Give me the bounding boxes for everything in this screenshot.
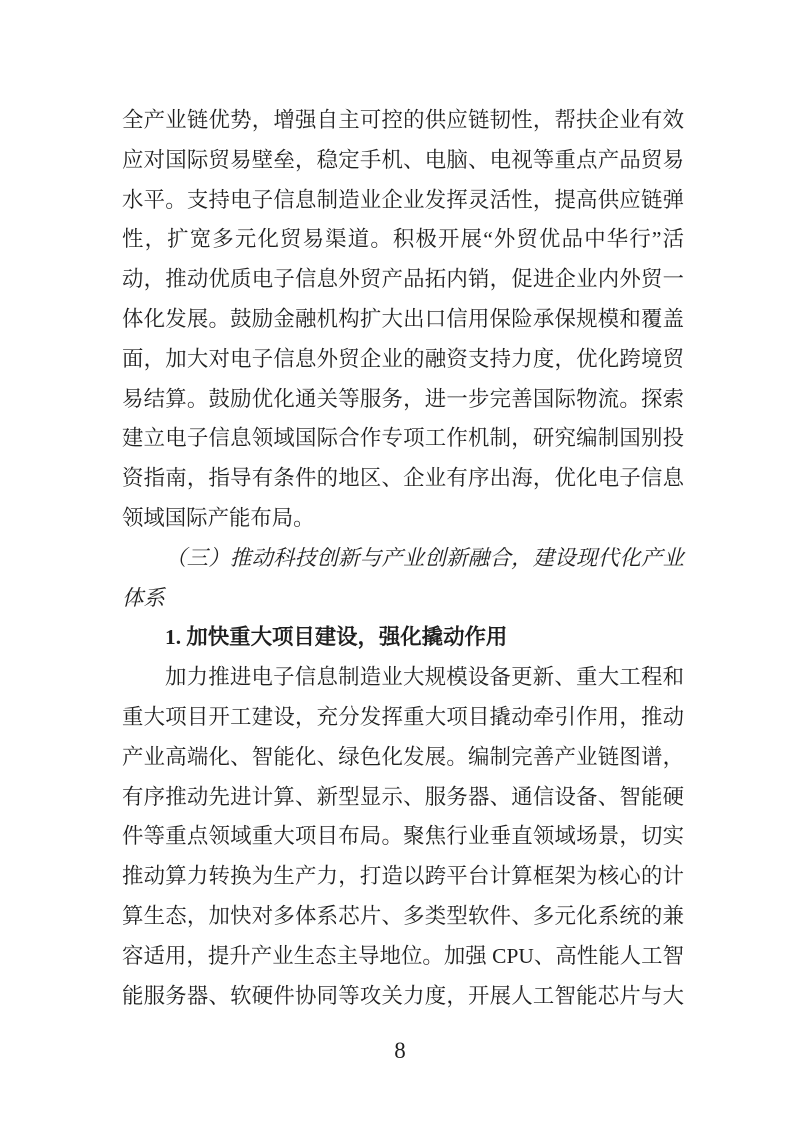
- body-line: 能服务器、软硬件协同等攻关力度，开展人工智能芯片与大: [122, 983, 684, 1008]
- body-line: 水平。支持电子信息制造业企业发挥灵活性，提高供应链弹: [122, 187, 684, 212]
- body-line: 面，加大对电子信息外贸企业的融资支持力度，优化跨境贸: [122, 346, 684, 371]
- body-line: 体化发展。鼓励金融机构扩大出口信用保险承保规模和覆盖: [122, 306, 684, 331]
- body-line: 领域国际产能布局。: [122, 505, 315, 530]
- section-heading-line: （三）推动科技创新与产业创新融合，建设现代化产业: [165, 545, 684, 570]
- text-block: [122, 101, 684, 1016]
- body-line: 加力推进电子信息制造业大规模设备更新、重大工程和: [165, 665, 684, 690]
- section-heading-line: 体系: [122, 585, 165, 610]
- body-line: 易结算。鼓励优化通关等服务，进一步完善国际物流。探索: [122, 386, 684, 411]
- body-line: 应对国际贸易壁垒，稳定手机、电脑、电视等重点产品贸易: [122, 147, 684, 172]
- body-line: 重大项目开工建设，充分发挥重大项目撬动牵引作用，推动: [122, 704, 684, 729]
- body-line: 资指南，指导有条件的地区、企业有序出海，优化电子信息: [122, 466, 684, 491]
- body-line: 算生态，加快对多体系芯片、多类型软件、多元化系统的兼: [122, 903, 684, 928]
- body-line: 件等重点领域重大项目布局。聚焦行业垂直领域场景，切实: [122, 824, 684, 849]
- body-line: 动，推动优质电子信息外贸产品拓内销，促进企业内外贸一: [122, 267, 684, 292]
- body-line: 性，扩宽多元化贸易渠道。积极开展“外贸优品中华行”活: [122, 227, 684, 252]
- body-line: 建立电子信息领域国际合作专项工作机制，研究编制国别投: [122, 426, 684, 451]
- body-line: 有序推动先进计算、新型显示、服务器、通信设备、智能硬: [122, 784, 684, 809]
- body-line: 推动算力转换为生产力，打造以跨平台计算框架为核心的计: [122, 864, 684, 889]
- body-line: 容适用，提升产业生态主导地位。加强 CPU、高性能人工智: [122, 943, 684, 968]
- body-line: 产业高端化、智能化、绿色化发展。编制完善产业链图谱，: [122, 744, 684, 769]
- body-line: 全产业链优势，增强自主可控的供应链韧性，帮扶企业有效: [122, 108, 684, 132]
- numbered-heading: 1. 加快重大项目建设，强化撬动作用: [165, 625, 508, 650]
- page-number: 8: [394, 1038, 406, 1063]
